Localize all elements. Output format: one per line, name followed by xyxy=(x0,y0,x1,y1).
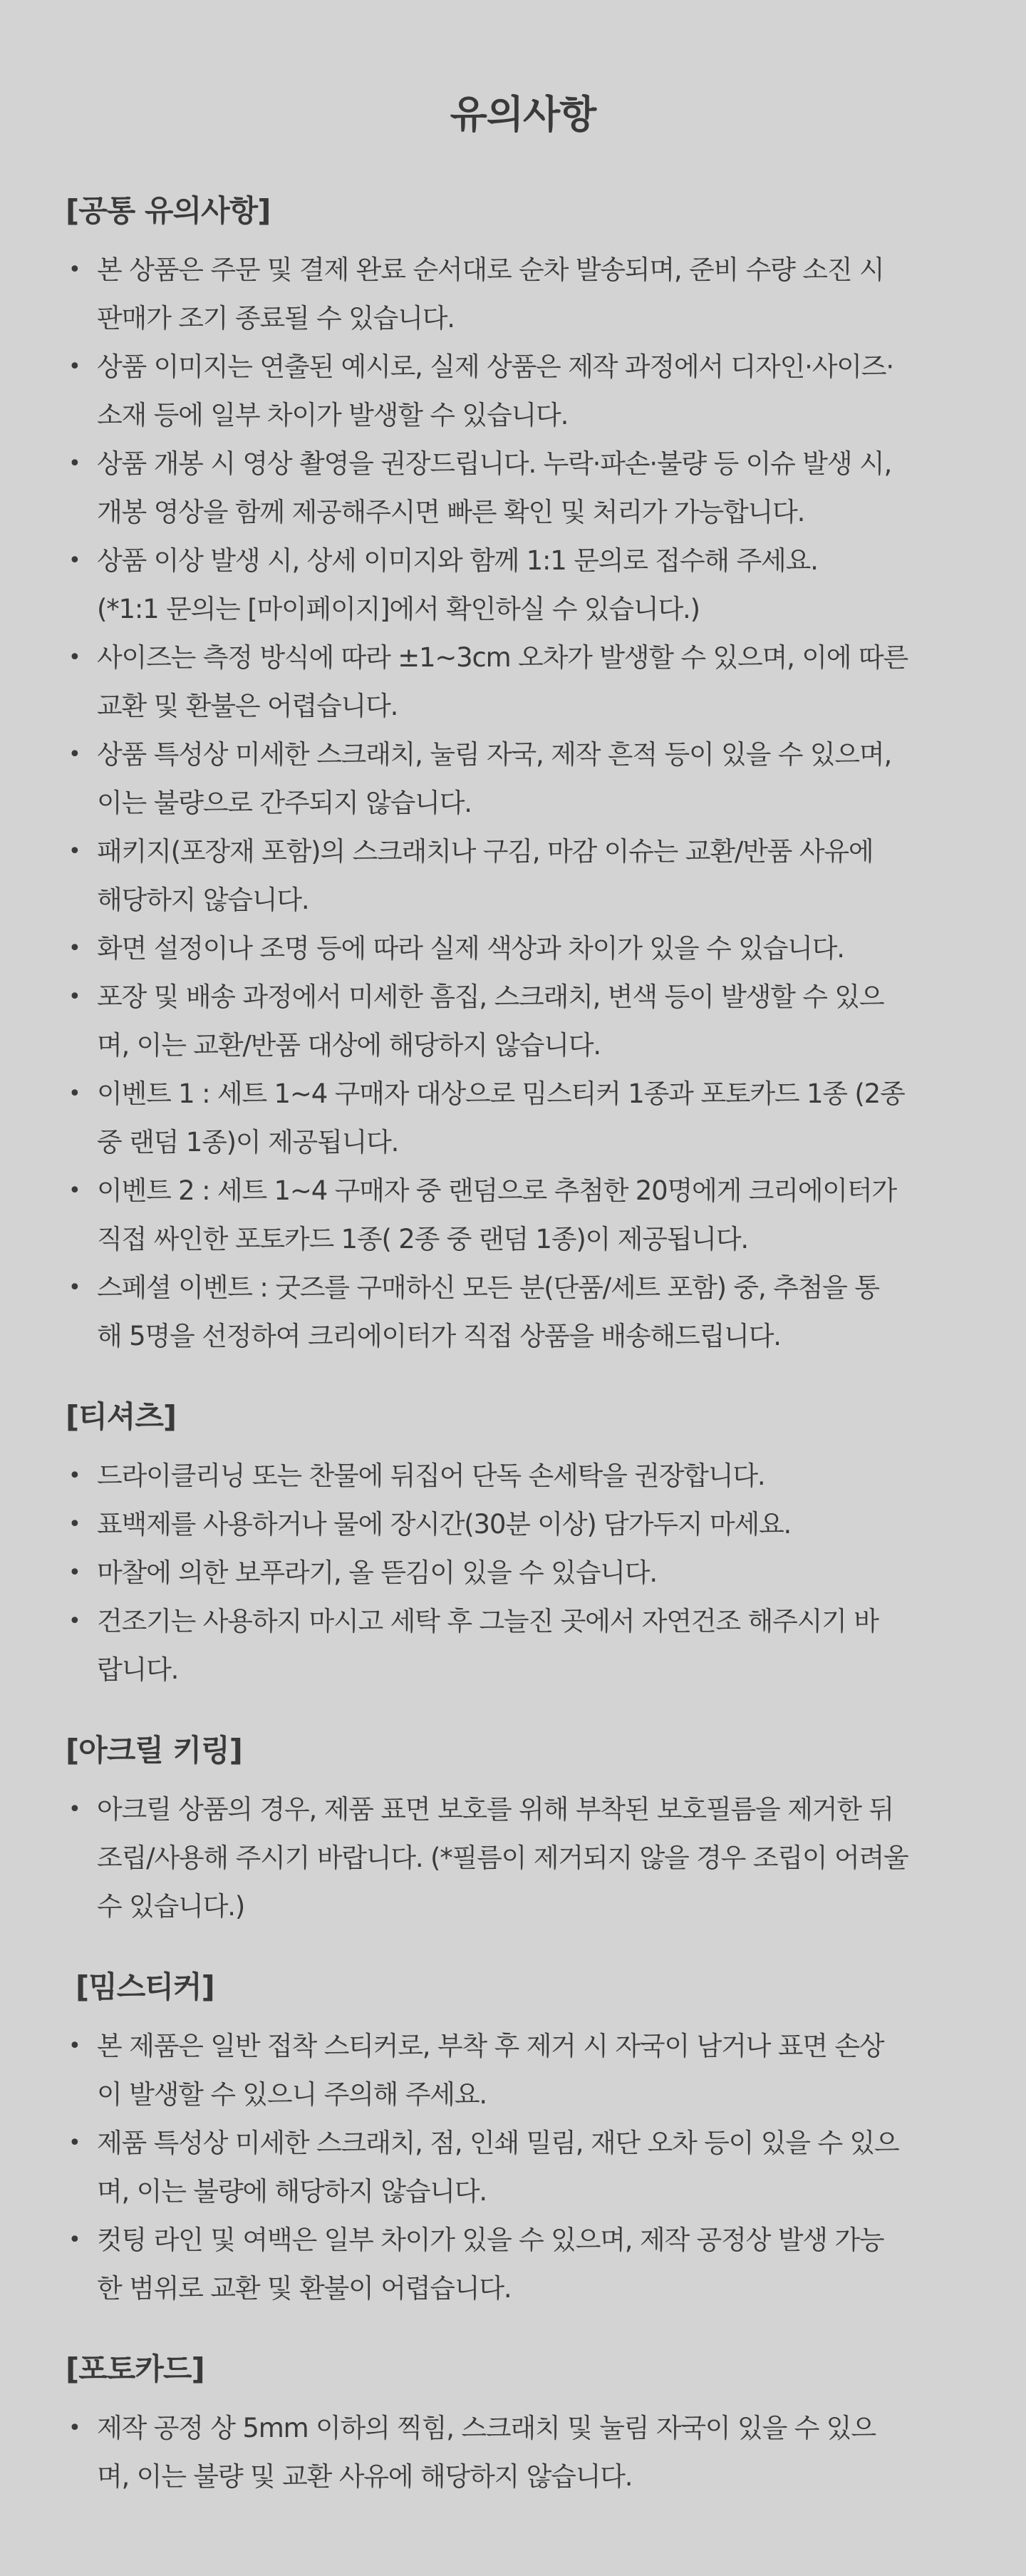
bullet-icon: • xyxy=(68,451,81,476)
list-item xyxy=(66,1549,980,1597)
list-item xyxy=(66,1070,980,1167)
list-item-text: 한 범위로 교환 및 환불이 어렵습니다. xyxy=(97,2273,512,2304)
list-item-text: 패키지(포장재 포함)의 스크래치나 구김, 마감 이슈는 교환/반품 사유에 xyxy=(97,836,874,867)
list-item-text: 수 있습니다.) xyxy=(97,1891,245,1922)
list-item xyxy=(66,1500,980,1549)
list-item-text: (*1:1 문의는 [마이페이지]에서 확인하실 수 있습니다.) xyxy=(97,594,700,624)
list-item xyxy=(66,973,980,1070)
list-item-text: 건조기는 사용하지 마시고 세탁 후 그늘진 곳에서 자연건조 해주시기 바 xyxy=(97,1606,879,1637)
section-heading: [밈스티커] xyxy=(76,1969,214,2004)
list-item xyxy=(66,246,980,343)
list-item-text: 며, 이는 불량 및 교환 사유에 해당하지 않습니다. xyxy=(97,2461,633,2492)
list-item xyxy=(66,731,980,828)
bullet-icon: • xyxy=(68,1178,81,1203)
list-item-text: 랍니다. xyxy=(97,1654,179,1685)
section-heading: [공통 유의사항] xyxy=(66,193,271,228)
list-item-text: 판매가 조기 종료될 수 있습니다. xyxy=(97,303,455,334)
notice-sections xyxy=(66,187,980,2501)
list-item-text: 드라이클리닝 또는 찬물에 뒤집어 단독 손세탁을 권장합니다. xyxy=(97,1460,765,1491)
list-item-text: 마찰에 의한 보푸라기, 올 뜯김이 있을 수 있습니다. xyxy=(97,1557,657,1588)
notice-section xyxy=(66,2346,980,2501)
list-item-text: 컷팅 라인 및 여백은 일부 차이가 있을 수 있으며, 제작 공정상 발생 가능 xyxy=(97,2225,884,2255)
bullet-icon: • xyxy=(68,2416,81,2441)
list-item-text: 상품 이미지는 연출된 예시로, 실제 상품은 제작 과정에서 디자인·사이즈· xyxy=(97,351,893,382)
bullet-icon: • xyxy=(68,645,81,670)
list-item-text: 상품 이상 발생 시, 상세 이미지와 함께 1:1 문의로 접수해 주세요. xyxy=(97,545,818,576)
list-item-text: 이는 불량으로 간주되지 않습니다. xyxy=(97,788,472,818)
bullet-icon: • xyxy=(68,1081,81,1106)
section-heading: [포토카드] xyxy=(66,2351,204,2386)
notice-list xyxy=(66,1786,980,1931)
list-item xyxy=(66,1264,980,1361)
bullet-icon: • xyxy=(68,1275,81,1300)
bullet-icon: • xyxy=(68,839,81,864)
bullet-icon: • xyxy=(68,2034,81,2059)
notice-list xyxy=(66,1452,980,1694)
list-item xyxy=(66,634,980,731)
bullet-icon: • xyxy=(68,1560,81,1585)
list-item-text: 며, 이는 불량에 해당하지 않습니다. xyxy=(97,2176,487,2207)
list-item-text: 며, 이는 교환/반품 대상에 해당하지 않습니다. xyxy=(97,1030,601,1061)
bullet-icon: • xyxy=(68,257,81,282)
list-item-text: 본 제품은 일반 접착 스티커로, 부착 후 제거 시 자국이 남거나 표면 손상 xyxy=(97,2031,884,2061)
list-item-text: 이벤트 2 : 세트 1~4 구매자 중 랜덤으로 추첨한 20명에게 크리에이터가 xyxy=(97,1175,896,1206)
bullet-icon: • xyxy=(68,354,81,379)
notice-list xyxy=(66,246,980,1361)
list-item-text: 사이즈는 측정 방식에 따라 ±1~3cm 오차가 발생할 수 있으며, 이에 따른 xyxy=(97,642,908,673)
bullet-icon: • xyxy=(68,2131,81,2155)
bullet-icon: • xyxy=(68,2227,81,2252)
page-title: 유의사항 xyxy=(450,92,596,137)
list-item xyxy=(66,828,980,924)
list-item xyxy=(66,2119,980,2216)
list-item xyxy=(66,924,980,973)
list-item-text: 이 발생할 수 있으니 주의해 주세요. xyxy=(97,2079,487,2110)
list-item xyxy=(66,537,980,634)
list-item-text: 상품 개봉 시 영상 촬영을 권장드립니다. 누락·파손·불량 등 이슈 발생 시, xyxy=(97,448,892,479)
bullet-icon: • xyxy=(68,1609,81,1634)
notice-list xyxy=(66,2404,980,2501)
notice-section xyxy=(66,1964,980,2313)
list-item-text: 포장 및 배송 과정에서 미세한 흠집, 스크래치, 변색 등이 발생할 수 있으 xyxy=(97,982,884,1012)
list-item xyxy=(66,1167,980,1264)
list-item-text: 해당하지 않습니다. xyxy=(97,885,309,915)
bullet-icon: • xyxy=(68,742,81,767)
list-item-text: 표백제를 사용하거나 물에 장시간(30분 이상) 담가두지 마세요. xyxy=(97,1509,792,1540)
list-item-text: 제품 특성상 미세한 스크래치, 점, 인쇄 밀림, 재단 오차 등이 있을 수 있으 xyxy=(97,2128,899,2158)
list-item-text: 개봉 영상을 함께 제공해주시면 빠른 확인 및 처리가 가능합니다. xyxy=(97,497,805,527)
list-item-text: 스페셜 이벤트 : 굿즈를 구매하신 모든 분(단품/세트 포함) 중, 추첨을 통 xyxy=(97,1272,879,1303)
bullet-icon: • xyxy=(68,1797,81,1822)
list-item-text: 본 상품은 주문 및 결제 완료 순서대로 순차 발송되며, 준비 수량 소진 시 xyxy=(97,254,884,285)
list-item xyxy=(66,440,980,537)
notice-section xyxy=(66,1393,980,1694)
list-item xyxy=(66,343,980,440)
bullet-icon: • xyxy=(68,936,81,961)
bullet-icon: • xyxy=(68,548,81,573)
notice-list xyxy=(66,2022,980,2313)
bullet-icon: • xyxy=(68,984,81,1009)
list-item-text: 교환 및 환불은 어렵습니다. xyxy=(97,691,398,721)
list-item-text: 화면 설정이나 조명 등에 따라 실제 색상과 차이가 있을 수 있습니다. xyxy=(97,933,844,964)
list-item xyxy=(66,1452,980,1500)
bullet-icon: • xyxy=(68,1512,81,1537)
section-heading: [티셔츠] xyxy=(66,1399,177,1434)
list-item-text: 이벤트 1 : 세트 1~4 구매자 대상으로 밈스티커 1종과 포토카드 1종 (2종 xyxy=(97,1078,905,1109)
list-item xyxy=(66,2022,980,2119)
list-item-text: 해 5명을 선정하여 크리에이터가 직접 상품을 배송해드립니다. xyxy=(97,1321,781,1351)
list-item-text: 아크릴 상품의 경우, 제품 표면 보호를 위해 부착된 보호필름을 제거한 뒤 xyxy=(97,1794,893,1825)
list-item-text: 중 랜덤 1종)이 제공됩니다. xyxy=(97,1127,399,1158)
list-item xyxy=(66,1597,980,1694)
notice-section xyxy=(66,187,980,1361)
bullet-icon: • xyxy=(68,1463,81,1488)
list-item xyxy=(66,1786,980,1931)
list-item-text: 직접 싸인한 포토카드 1종( 2종 중 랜덤 1종)이 제공됩니다. xyxy=(97,1224,748,1254)
list-item-text: 소재 등에 일부 차이가 발생할 수 있습니다. xyxy=(97,400,569,431)
list-item-text: 상품 특성상 미세한 스크래치, 눌림 자국, 제작 흔적 등이 있을 수 있으며, xyxy=(97,739,892,770)
list-item xyxy=(66,2216,980,2313)
list-item-text: 제작 공정 상 5mm 이하의 찍힘, 스크래치 및 눌림 자국이 있을 수 있으 xyxy=(97,2413,876,2443)
list-item-text: 조립/사용해 주시기 바랍니다. (*필름이 제거되지 않을 경우 조립이 어려울 xyxy=(97,1843,908,1873)
list-item xyxy=(66,2404,980,2501)
section-heading: [아크릴 키링] xyxy=(66,1733,242,1768)
notice-section xyxy=(66,1727,980,1931)
